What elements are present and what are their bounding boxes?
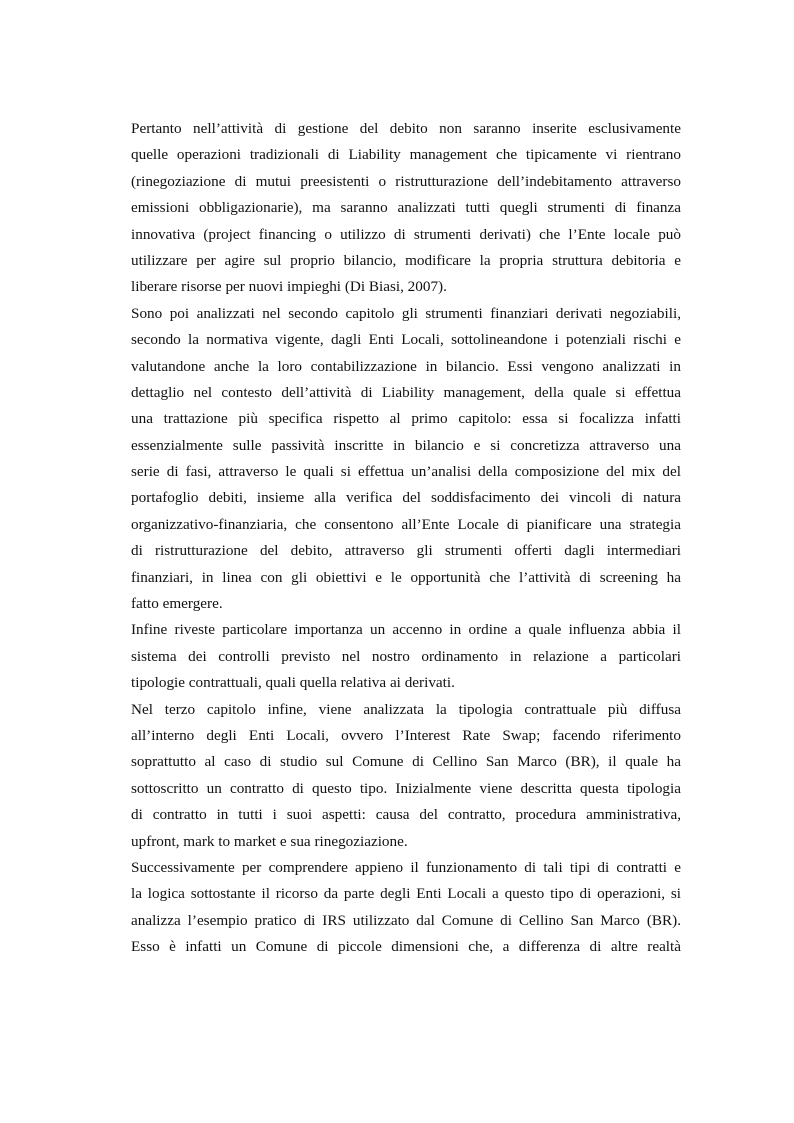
text-line: Pertanto nell’attività di gestione del debito non saranno inserite esclusivamente [131,120,681,137]
text-line: sottoscritto un contratto di questo tipo. Inizialmente viene descritta questa tipologia [131,779,681,797]
text-line: Sono poi analizzati nel secondo capitolo gli strumenti finanziari derivati negoziabili, [131,304,681,322]
text-line: emissioni obbligazionarie), ma saranno analizzati tutti quegli strumenti di finanza [131,199,681,217]
body-text [131,116,681,961]
text-line: secondo la normativa vigente, dagli Enti Locali, sottolineandone i potenziali rischi e [131,331,681,349]
text-line: la logica sottostante il ricorso da parte degli Enti Locali a questo tipo di operazioni, si [131,885,681,903]
text-line: quelle operazioni tradizionali di Liability management che tipicamente vi rientrano [131,146,681,164]
text-line: organizzativo-finanziaria, che consentono all’Ente Locale di pianificare una strategia [131,515,681,533]
text-line: una trattazione più specifica rispetto al primo capitolo: essa si focalizza infatti [131,410,681,428]
text-line: Successivamente per comprendere appieno il funzionamento di tali tipi di contratti e [131,858,681,876]
text-line: essenzialmente sulle passività inscritte in bilancio e si concretizza attraverso una [131,436,681,454]
text-line: valutandone anche la loro contabilizzazione in bilancio. Essi vengono analizzati in [131,357,681,375]
text-line: Nel terzo capitolo infine, viene analizzata la tipologia contrattuale più diffusa [131,700,681,718]
text-line: utilizzare per agire sul proprio bilancio, modificare la propria struttura debitoria e [131,251,681,269]
text-line: finanziari, in linea con gli obiettivi e le opportunità che l’attività di screening ha [131,568,681,586]
text-line: innovativa (project financing o utilizzo di strumenti derivati) che l’Ente locale può [131,225,681,243]
text-line: analizza l’esempio pratico di IRS utilizzato dal Comune di Cellino San Marco (BR). [131,911,681,929]
text-line: all’interno degli Enti Locali, ovvero l’Interest Rate Swap; facendo riferimento [131,726,681,744]
text-line: liberare risorse per nuovi impieghi (Di Biasi, 2007). [131,278,447,296]
text-line: Infine riveste particolare importanza un accenno in ordine a quale influenza abbia il [131,621,681,639]
text-line: serie di fasi, attraverso le quali si effettua un’analisi della composizione del mix del [131,463,681,481]
text-line: Esso è infatti un Comune di piccole dimensioni che, a differenza di altre realtà [131,938,681,956]
text-line: (rinegoziazione di mutui preesistenti o ristrutturazione dell’indebitamento attraverso [131,172,681,190]
paragraph-controls [131,617,681,696]
text-line: fatto emergere. [131,595,223,613]
text-line: portafoglio debiti, insieme alla verifica del soddisfacimento dei vincoli di natura [131,489,681,507]
text-line: di ristrutturazione del debito, attraverso gli strumenti offerti dagli intermediari [131,542,681,560]
text-line: tipologie contrattuali, quali quella relativa ai derivati. [131,674,455,692]
paragraph-liability-intro [131,116,681,301]
paragraph-irs-example [131,855,681,961]
text-line: di contratto in tutti i suoi aspetti: causa del contratto, procedura amministrativa, [131,806,681,824]
paragraph-second-chapter [131,301,681,618]
text-line: soprattutto al caso di studio sul Comune di Cellino San Marco (BR), il quale ha [131,753,681,771]
text-line: dettaglio nel contesto dell’attività di Liability management, della quale si effettua [131,383,681,401]
text-line: sistema dei controlli previsto nel nostro ordinamento in relazione a particolari [131,647,681,665]
paragraph-third-chapter [131,697,681,855]
text-line: upfront, mark to market e sua rinegoziazione. [131,832,408,850]
